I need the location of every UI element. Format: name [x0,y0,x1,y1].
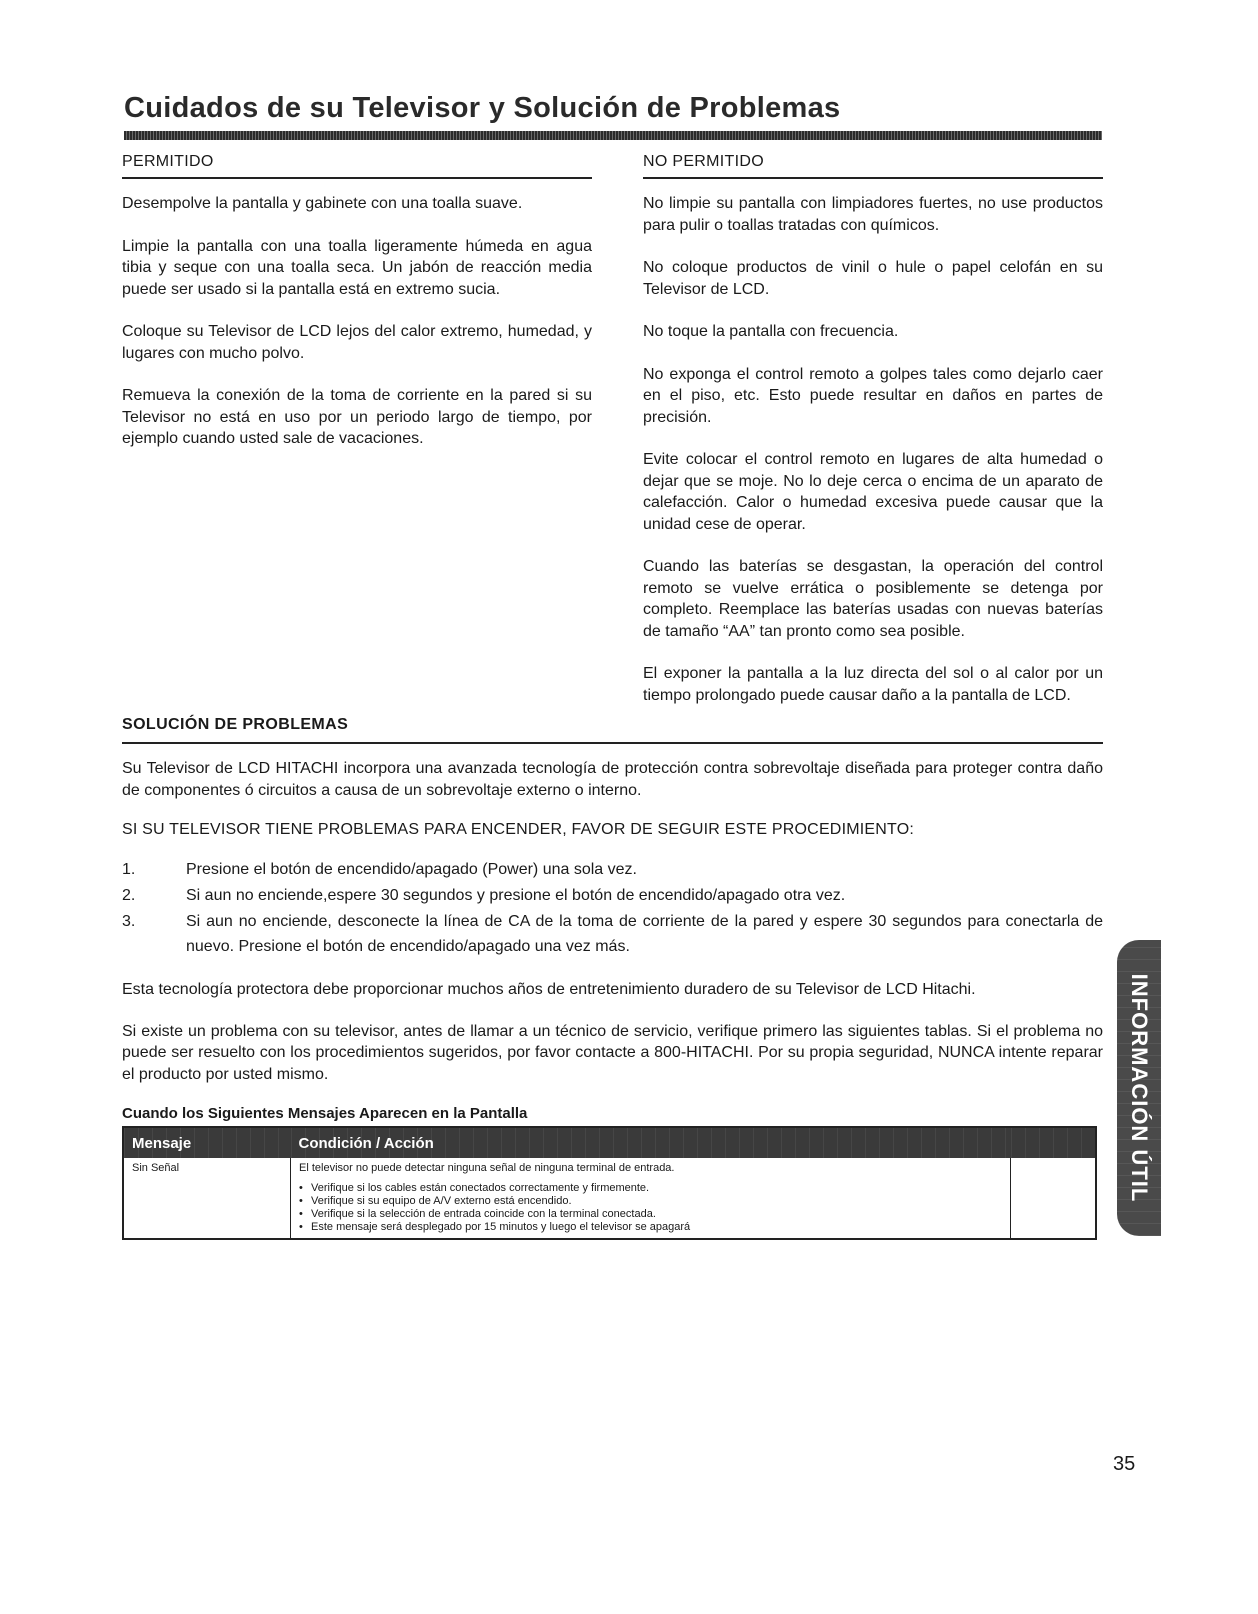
side-tab-label: INFORMACIÓN ÚTIL [1127,973,1152,1203]
step-number: 3. [122,913,136,930]
table-header-row [123,1127,1096,1158]
table-row [123,1158,1096,1239]
step-text: Si aun no enciende,espere 30 segundos y presione el botón de encendido/apagado otra vez. [186,887,846,904]
header-blank [1011,1127,1097,1158]
troubleshooting-intro: Su Televisor de LCD HITACHI incorpora una avanzada tecnología de protección contra sobrevoltaje diseñada para proteger contra daño de componentes ó circuitos a causa de un sobrevoltaje externo o interno. [122,760,1103,799]
contact-note: Si existe un problema con su televisor, antes de llamar a un técnico de servicio, verifique primero las siguientes tablas. Si el problema no puede ser resuelto con los procedimientos sugeridos, por favor contacte a 800-HITACHI. Por su propia seguridad, NUNCA intente reparar el producto por usted mismo. [122,1022,1103,1083]
permitido-paragraph: Remueva la conexión de la toma de corriente en la pared si su Televisor no está en uso por un periodo largo de tiempo, por ejemplo cuando usted sale de vacaciones. [122,387,592,447]
action-bullet: • Este mensaje será desplegado por 15 minutos y luego el televisor se apagará [299,1221,1002,1234]
step-number: 2. [122,887,136,904]
page-title: Cuidados de su Televisor y Solución de Problemas [124,92,841,124]
step-text: Si aun no enciende, desconecte la línea de CA de la toma de corriente de la pared y espere 30 segundos para conectarla de nuevo. Presione el botón de encendido/apagado una vez más. [186,913,1103,955]
procedure-steps [122,857,1103,959]
header-condicion: Condición / Acción [291,1127,1011,1158]
technology-note: Esta tecnología protectora debe proporcionar muchos años de entretenimiento duradero de su Televisor de LCD Hitachi. [122,981,976,998]
no-permitido-paragraph: No exponga el control remoto a golpes tales como dejarlo caer en el piso, etc. Esto puede resultar en daños en partes de precisión. [643,365,1103,426]
permitido-heading: PERMITIDO [122,150,592,179]
action-bullet: • Verifique si su equipo de A/V externo está encendido. [299,1195,1002,1208]
troubleshooting-heading: SOLUCIÓN DE PROBLEMAS [122,716,349,733]
cell-blank [1011,1158,1097,1239]
condition-text: El televisor no puede detectar ninguna señal de ninguna terminal de entrada. [299,1162,675,1174]
permitido-column [122,150,592,471]
procedure-heading: SI SU TELEVISOR TIENE PROBLEMAS PARA ENCENDER, FAVOR DE SEGUIR ESTE PROCEDIMIENTO: [122,821,914,838]
no-permitido-paragraph: No coloque productos de vinil o hule o papel celofán en su Televisor de LCD. [643,259,1103,298]
troubleshooting-rule [122,742,1103,744]
permitido-paragraph: Coloque su Televisor de LCD lejos del calor extremo, humedad, y lugares con mucho polvo. [122,323,592,362]
action-bullet: • Verifique si los cables están conectados correctamente y firmemente. [299,1182,1002,1195]
action-bullet: • Verifique si la selección de entrada coincide con la terminal conectada. [299,1208,1002,1221]
table-caption: Cuando los Siguientes Mensajes Aparecen en la Pantalla [122,1105,528,1122]
page-number: 35 [1113,1453,1136,1475]
title-underline-bar [124,131,1102,140]
no-permitido-paragraph: Evite colocar el control remoto en lugares de alta humedad o dejar que se moje. No lo deje cerca o encima de un aparato de calefacción. Calor o humedad excesiva puede causar que la unidad cese de operar. [643,451,1103,533]
no-permitido-paragraph: No limpie su pantalla con limpiadores fuertes, no use productos para pulir o toallas tratadas con químicos. [643,195,1103,234]
messages-table [122,1126,1097,1240]
step-text: Presione el botón de encendido/apagado (Power) una sola vez. [186,861,637,878]
procedure-step [122,883,1103,908]
no-permitido-paragraph: El exponer la pantalla a la luz directa del sol o al calor por un tiempo prolongado puede causar daño a la pantalla de LCD. [643,665,1103,704]
permitido-paragraph: Limpie la pantalla con una toalla ligeramente húmeda en agua tibia y seque con una toalla seca. Un jabón de reacción media puede ser usado si la pantalla está en extremo sucia. [122,237,592,298]
procedure-step [122,857,1103,882]
action-bullets [299,1182,1002,1234]
no-permitido-column [643,150,1103,727]
cell-condicion [291,1158,1011,1239]
no-permitido-heading: NO PERMITIDO [643,150,1103,179]
procedure-step [122,909,1103,959]
permitido-paragraph: Desempolve la pantalla y gabinete con una toalla suave. [122,195,523,212]
step-number: 1. [122,861,136,878]
header-mensaje: Mensaje [123,1127,291,1158]
no-permitido-paragraph: Cuando las baterías se desgastan, la operación del control remoto se vuelve errática o posiblemente se detenga por completo. Reemplace las baterías usadas con nuevas baterías de tamaño “AA” tan pronto como sea posible. [643,558,1103,640]
no-permitido-paragraph: No toque la pantalla con frecuencia. [643,323,899,340]
cell-mensaje: Sin Señal [123,1158,291,1239]
troubleshooting-body [122,758,1103,1240]
